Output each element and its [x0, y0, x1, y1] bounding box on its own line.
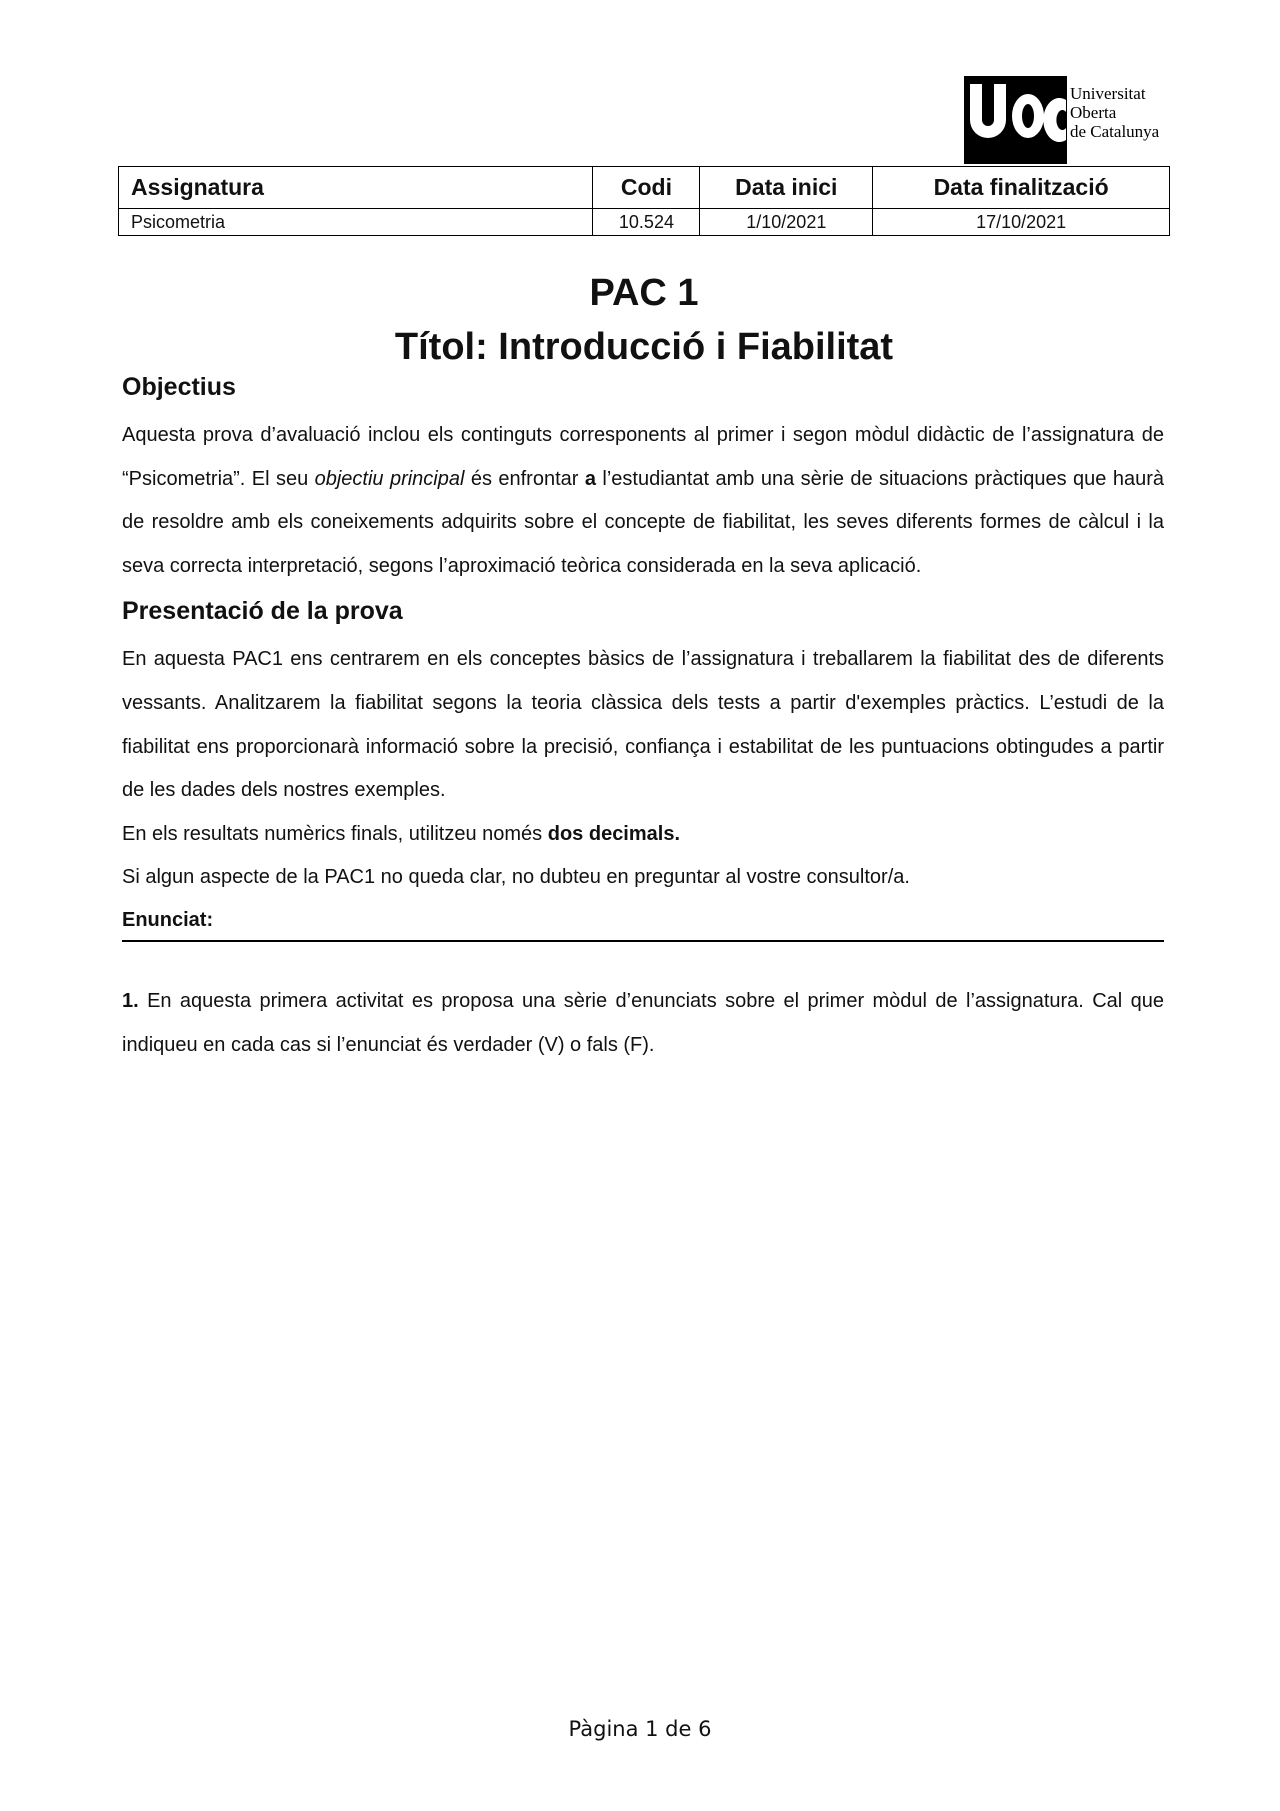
objectius-italic: objectiu principal [314, 467, 465, 490]
header-assignatura: Assignatura [119, 167, 593, 209]
cell-data-inici: 1/10/2021 [700, 209, 873, 236]
page-footer: Pàgina 1 de 6 [568, 1717, 712, 1741]
question-1-text: En aquesta primera activitat es proposa una sèrie d’enunciats sobre el primer mòdul de l’assignatura. Cal que indiqueu en cada cas si l’enunciat és verdader (V) o fals (F). [122, 989, 1164, 1056]
objectius-text-3: l’estudiantat amb una sèrie de situacions pràctiques que haurà de resoldre amb els coneixements adquirits sobre el concepte de fiabilitat, les seves diferents formes de càlcul i la seva correcta interpretació, segons l’aproximació teòrica considerada en la seva aplicació. [122, 467, 1164, 577]
header-codi: Codi [593, 167, 700, 209]
page-title [118, 266, 1170, 374]
table-row [119, 209, 1170, 236]
objectius-text-1: Aquesta prova d’avaluació inclou els continguts corresponents al primer i segon mòdul didàctic de l’assignatura de “Psicometria”. El seu [122, 424, 1164, 490]
objectius-paragraph [122, 414, 1164, 588]
objectius-text-2: és enfrontar [464, 467, 585, 490]
cell-data-finalitzacio: 17/10/2021 [873, 209, 1170, 236]
decimals-bold: dos decimals. [547, 822, 681, 845]
cell-assignatura: Psicometria [119, 209, 593, 236]
objectius-bold: a [584, 467, 596, 490]
enunciat-label: Enunciat: [122, 900, 1164, 942]
header-data-finalitzacio: Data finalització [873, 167, 1170, 209]
title-line-2: Títol: Introducció i Fiabilitat [394, 326, 894, 368]
decimals-text: En els resultats numèrics finals, utilitzeu només [122, 822, 548, 845]
table-header-row [119, 167, 1170, 209]
title-line-1: PAC 1 [589, 272, 699, 314]
presentacio-paragraph-3: Si algun aspecte de la PAC1 no queda clar, no dubteu en preguntar al vostre consultor/a. [122, 866, 910, 889]
question-1 [122, 980, 1164, 1067]
logo-line: Oberta [1070, 103, 1117, 122]
uoc-logo-text [1070, 84, 1159, 141]
objectius-heading: Objectius [122, 373, 236, 401]
presentacio-paragraph-2 [122, 813, 1164, 857]
presentacio-heading: Presentació de la prova [122, 597, 403, 626]
logo-line: de Catalunya [1070, 122, 1160, 141]
document-body [122, 368, 1164, 1067]
logo-line: Universitat [1070, 84, 1146, 103]
cell-codi: 10.524 [593, 209, 700, 236]
presentacio-paragraph-1: En aquesta PAC1 ens centrarem en els conceptes bàsics de l’assignatura i treballarem la fiabilitat des de diferents vessants. Analitzarem la fiabilitat segons la teoria clàssica dels tests a partir d'exemples pràctics. L’estudi de la fiabilitat ens proporcionarà informació sobre la precisió, confiança i estabilitat de les puntuacions obtingudes a partir de les dades dels nostres exemples. [122, 648, 1164, 802]
uoc-logo [964, 76, 1164, 164]
uoc-logo-mark [964, 76, 1067, 164]
header-data-inici: Data inici [700, 167, 873, 209]
question-1-number: 1. [122, 989, 139, 1012]
course-info-table [118, 166, 1170, 236]
